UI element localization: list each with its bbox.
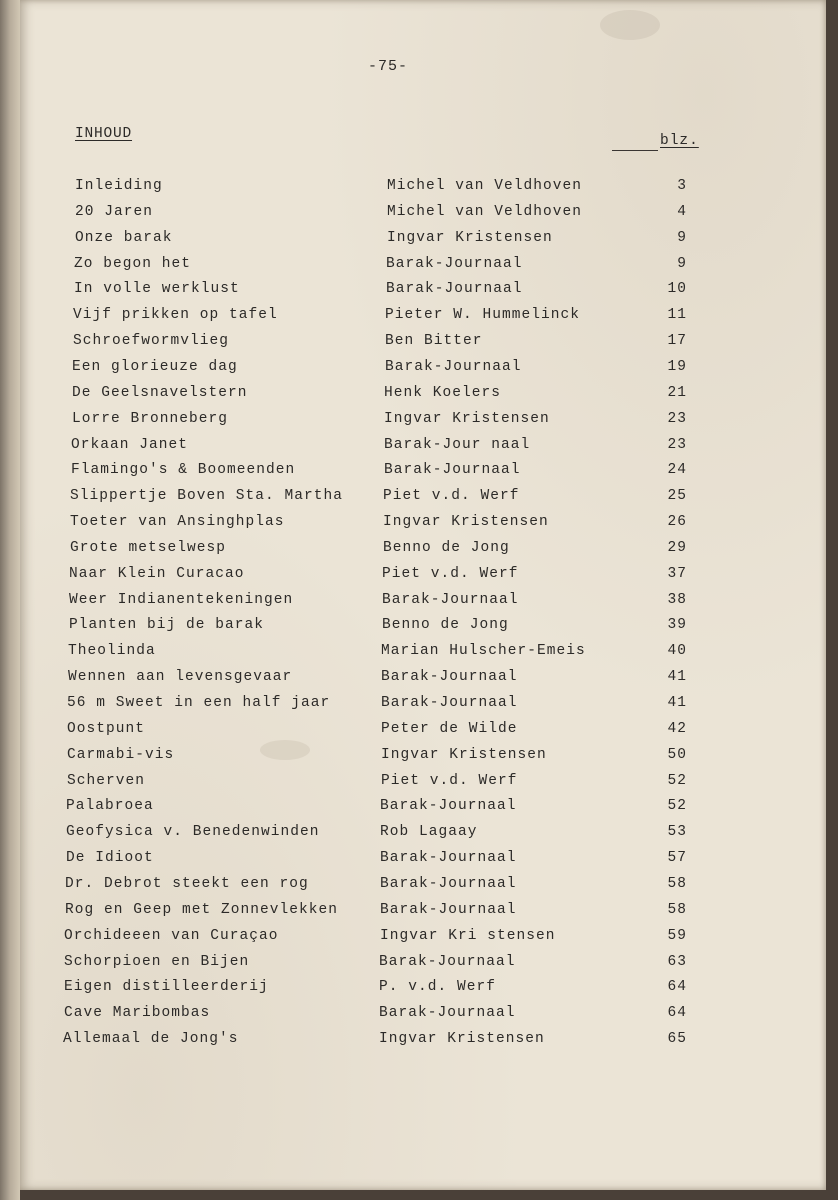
entry-page-number: 65 (667, 1031, 687, 1048)
toc-entry (20, 1005, 826, 1027)
scan-border-right (826, 0, 838, 1200)
entry-title: Allemaal de Jong's (63, 1031, 239, 1048)
toc-entry (20, 902, 826, 924)
toc-entry (20, 798, 826, 820)
toc-entry (20, 695, 826, 717)
toc-entry (20, 307, 826, 329)
entry-title: Palabroea (66, 798, 154, 815)
entry-page-number: 23 (667, 410, 687, 427)
entry-author: Barak-Journaal (380, 901, 517, 918)
entry-author: Barak-Journaal (380, 798, 517, 815)
entry-title: Flamingo's & Boomeenden (71, 462, 296, 479)
contents-heading: INHOUD (75, 126, 133, 142)
entry-author: Barak-Journaal (386, 281, 523, 298)
entry-author: P. v.d. Werf (379, 979, 497, 996)
entry-page-number: 9 (677, 255, 687, 272)
entry-title: Theolinda (68, 643, 156, 660)
toc-entry (20, 204, 826, 226)
book-binding-edge (0, 0, 22, 1200)
entry-page-number: 23 (667, 436, 687, 453)
entry-title: Oostpunt (67, 720, 146, 737)
entry-page-number: 52 (667, 798, 687, 815)
entry-title: 56 m Sweet in een half jaar (67, 695, 331, 711)
toc-entry (20, 230, 826, 252)
entry-page-number: 64 (667, 979, 687, 996)
toc-entry (20, 928, 826, 950)
entry-author: Barak-Journaal (379, 1005, 516, 1022)
toc-entry (20, 643, 826, 665)
entry-author: Henk Koelers (384, 384, 502, 401)
entry-author: Ingvar Kristensen (379, 1031, 545, 1048)
entry-title: Dr. Debrot steekt een rog (65, 875, 309, 892)
entry-author: Ingvar Kri stensen (380, 927, 556, 944)
entry-title: In volle werklust (74, 281, 240, 298)
toc-entry (20, 281, 826, 303)
entry-title: Geofysica v. Benedenwinden (66, 824, 320, 841)
entry-page-number: 42 (667, 720, 687, 737)
entry-author: Ingvar Kristensen (387, 229, 553, 246)
entry-title: Scherven (67, 772, 146, 789)
page-column-rule (612, 150, 658, 151)
entry-author: Michel van Veldhoven (387, 203, 583, 220)
toc-entry (20, 954, 826, 976)
toc-entry (20, 592, 826, 614)
entry-author: Michel van Veldhoven (387, 178, 583, 194)
entry-author: Benno de Jong (383, 539, 510, 556)
scan-border-bottom (20, 1190, 838, 1200)
entry-title: De Geelsnavelstern (72, 384, 248, 401)
toc-entry (20, 566, 826, 588)
entry-page-number: 58 (667, 875, 687, 892)
entry-author: Barak-Jour naal (384, 436, 531, 453)
entry-page-number: 63 (667, 953, 687, 970)
entry-title: Eigen distilleerderij (64, 979, 269, 996)
entry-author: Barak-Journaal (381, 695, 518, 711)
entry-title: 20 Jaren (75, 203, 154, 220)
entry-author: Barak-Journaal (385, 358, 522, 375)
toc-entry (20, 773, 826, 795)
entry-title: Inleiding (75, 178, 163, 194)
entry-page-number: 3 (677, 178, 687, 194)
entry-page-number: 40 (667, 643, 687, 660)
entry-page-number: 11 (667, 307, 687, 324)
entry-author: Barak-Journaal (380, 850, 517, 867)
entry-title: De Idioot (66, 850, 154, 867)
toc-entry (20, 488, 826, 510)
entry-author: Benno de Jong (382, 617, 509, 634)
entry-page-number: 53 (667, 824, 687, 841)
toc-entry (20, 850, 826, 872)
entry-title: Een glorieuze dag (72, 358, 238, 375)
toc-entry (20, 359, 826, 381)
entry-page-number: 50 (667, 746, 687, 763)
entry-title: Slippertje Boven Sta. Martha (70, 488, 344, 505)
entry-author: Barak-Journaal (380, 875, 517, 892)
entry-page-number: 17 (667, 333, 687, 350)
toc-entry (20, 462, 826, 484)
entry-author: Peter de Wilde (381, 720, 518, 737)
entry-title: Planten bij de barak (69, 617, 265, 634)
entry-page-number: 9 (677, 229, 687, 246)
page-column-label: blz. (660, 133, 699, 149)
entry-page-number: 26 (667, 514, 687, 531)
entry-title: Carmabi-vis (67, 746, 175, 763)
entry-author: Barak-Journaal (381, 669, 518, 686)
entry-page-number: 58 (667, 901, 687, 918)
entry-author: Ingvar Kristensen (383, 514, 549, 531)
entry-title: Wennen aan levensgevaar (68, 669, 293, 686)
entry-title: Zo begon het (74, 255, 192, 272)
entry-page-number: 21 (667, 384, 687, 401)
toc-entry (20, 333, 826, 355)
toc-entry (20, 876, 826, 898)
toc-entry (20, 747, 826, 769)
entry-title: Schorpioen en Bijen (64, 953, 250, 970)
entry-page-number: 52 (667, 772, 687, 789)
toc-entry (20, 1031, 826, 1053)
toc-entry (20, 437, 826, 459)
toc-entry (20, 256, 826, 278)
entry-page-number: 38 (667, 591, 687, 608)
entry-page-number: 41 (667, 695, 687, 711)
entry-page-number: 57 (667, 850, 687, 867)
entry-page-number: 25 (667, 488, 687, 505)
entry-page-number: 4 (677, 203, 687, 220)
entry-author: Barak-Journaal (382, 591, 519, 608)
entry-page-number: 37 (667, 565, 687, 582)
toc-entry (20, 540, 826, 562)
paper-stain (600, 10, 660, 40)
entry-author: Barak-Journaal (384, 462, 521, 479)
entry-title: Lorre Bronneberg (72, 410, 229, 427)
entry-page-number: 29 (667, 539, 687, 556)
entry-author: Marian Hulscher-Emeis (381, 643, 586, 660)
entry-page-number: 24 (667, 462, 687, 479)
entry-page-number: 41 (667, 669, 687, 686)
entry-author: Barak-Journaal (386, 255, 523, 272)
entry-page-number: 64 (667, 1005, 687, 1022)
entry-page-number: 39 (667, 617, 687, 634)
toc-entry (20, 385, 826, 407)
entry-title: Weer Indianentekeningen (69, 591, 294, 608)
entry-author: Piet v.d. Werf (381, 772, 518, 789)
entry-title: Vijf prikken op tafel (73, 307, 278, 324)
toc-entry (20, 514, 826, 536)
entry-title: Naar Klein Curacao (69, 565, 245, 582)
toc-entry (20, 411, 826, 433)
toc-entry (20, 178, 826, 200)
entry-title: Schroefwormvlieg (73, 333, 230, 350)
toc-entry (20, 979, 826, 1001)
entry-title: Toeter van Ansinghplas (70, 514, 285, 531)
entry-title: Orkaan Janet (71, 436, 189, 453)
entry-title: Rog en Geep met Zonnevlekken (65, 901, 339, 918)
entry-title: Cave Maribombas (64, 1005, 211, 1022)
entry-author: Ingvar Kristensen (381, 746, 547, 763)
entry-author: Ingvar Kristensen (384, 410, 550, 427)
entry-title: Grote metselwesp (70, 539, 227, 556)
document-page (20, 0, 826, 1190)
entry-page-number: 59 (667, 927, 687, 944)
toc-entry (20, 721, 826, 743)
entry-author: Rob Lagaay (380, 824, 478, 841)
entry-author: Ben Bitter (385, 333, 483, 350)
entry-title: Orchideeen van Curaçao (64, 927, 279, 944)
entry-page-number: 10 (667, 281, 687, 298)
entry-author: Pieter W. Hummelinck (385, 307, 581, 324)
toc-entry (20, 669, 826, 691)
entry-page-number: 19 (667, 358, 687, 375)
entry-author: Piet v.d. Werf (383, 488, 520, 505)
entry-author: Barak-Journaal (379, 953, 516, 970)
toc-entry (20, 617, 826, 639)
page-number: -75- (368, 58, 409, 75)
entry-author: Piet v.d. Werf (382, 565, 519, 582)
entry-title: Onze barak (75, 229, 173, 246)
toc-entry (20, 824, 826, 846)
